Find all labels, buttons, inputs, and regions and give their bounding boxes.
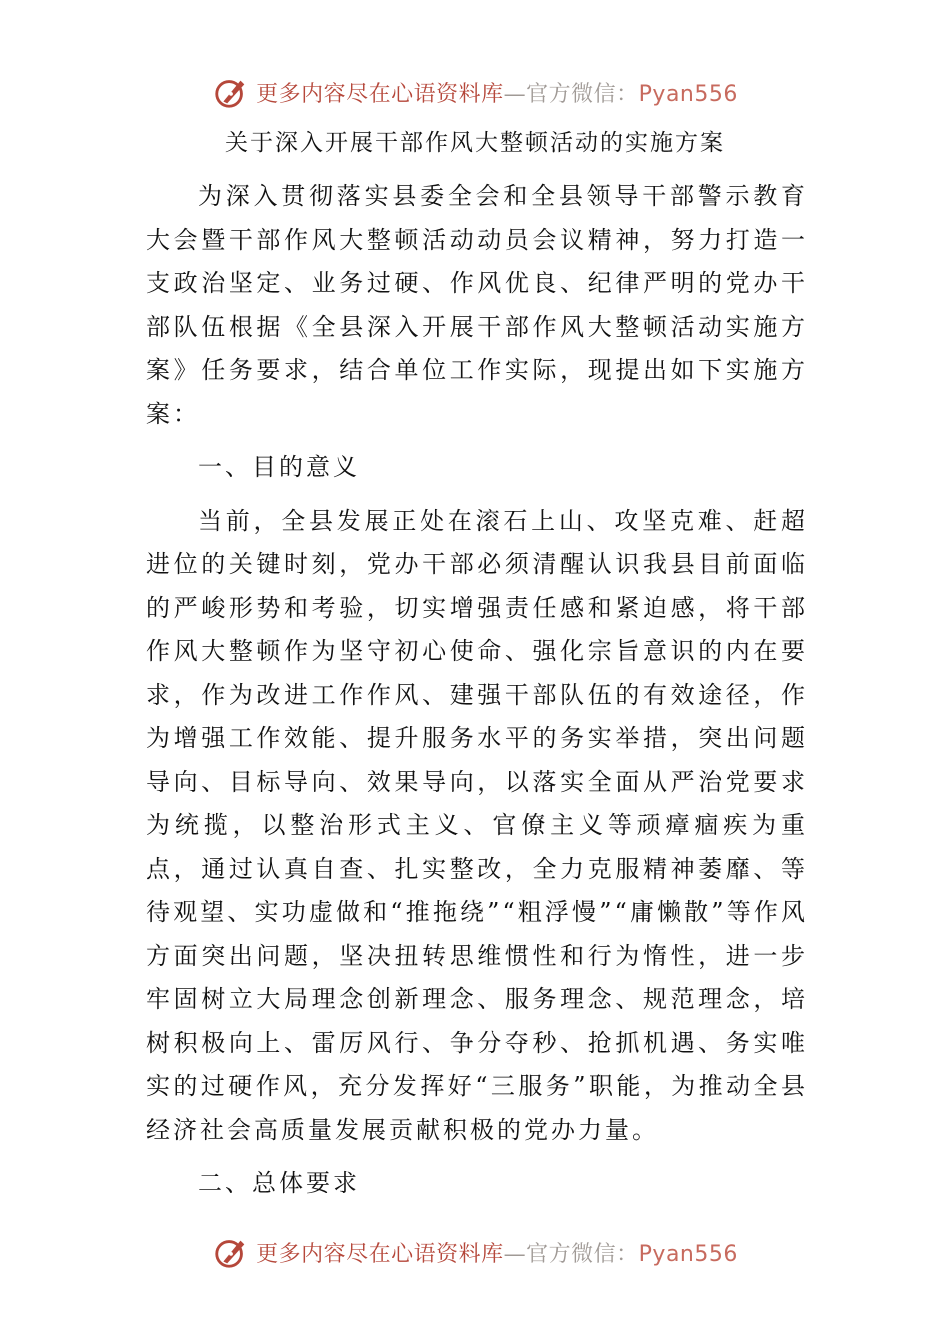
- document-body: [146, 175, 808, 1206]
- banner-dash: —: [503, 1241, 527, 1267]
- pen-nib-circle-icon: [212, 1233, 250, 1271]
- banner-site-name: 更多内容尽在心语资料库: [256, 1241, 504, 1267]
- banner-wechat-label: 官方微信：: [526, 1241, 639, 1267]
- banner-text: [256, 77, 738, 108]
- banner-wechat-handle: Pyan556: [638, 1241, 738, 1267]
- section-heading-2: 二、总体要求: [198, 1169, 360, 1197]
- section-heading-1: 一、目的意义: [198, 453, 360, 481]
- banner-wechat-handle: Pyan556: [638, 81, 738, 107]
- header-watermark-banner: [0, 70, 950, 114]
- banner-site-name: 更多内容尽在心语资料库: [256, 81, 504, 107]
- banner-dash: —: [503, 81, 527, 107]
- document-title: 关于深入开展干部作风大整顿活动的实施方案: [225, 130, 725, 156]
- intro-paragraph: 为深入贯彻落实县委全会和全县领导干部警示教育大会暨干部作风大整顿活动动员会议精神，努力打造一支政治坚定、业务过硬、作风优良、纪律严明的党办干部队伍根据《全县深入开展干部作风大整顿活动实施方案》任务要求，结合单位工作实际，现提出如下实施方案：: [146, 182, 808, 428]
- pen-nib-circle-icon: [212, 73, 250, 111]
- banner-text: [256, 1237, 738, 1268]
- footer-watermark-banner: [0, 1230, 950, 1274]
- section-1-paragraph: 当前，全县发展正处在滚石上山、攻坚克难、赶超进位的关键时刻，党办干部必须清醒认识我县目前面临的严峻形势和考验，切实增强责任感和紧迫感，将干部作风大整顿作为坚守初心使命、强化宗旨意识的内在要求，作为改进工作作风、建强干部队伍的有效途径，作为增强工作效能、提升服务水平的务实举措，突出问题导向、目标导向、效果导向，以落实全面从严治党要求为统揽，以整治形式主义、官僚主义等顽瘴痼疾为重点，通过认真自查、扎实整改，全力克服精神萎靡、等待观望、实功虚做和“推拖绕”“粗浮慢”“庸懒散”等作风方面突出问题，坚决扭转思维惯性和行为惰性，进一步牢固树立大局理念创新理念、服务理念、规范理念，培树积极向上、雷厉风行、争分夺秒、抢抓机遇、务实唯实的过硬作风，充分发挥好“三服务”职能，为推动全县经济社会高质量发展贡献积极的党办力量。: [146, 506, 808, 1144]
- banner-wechat-label: 官方微信：: [526, 81, 639, 107]
